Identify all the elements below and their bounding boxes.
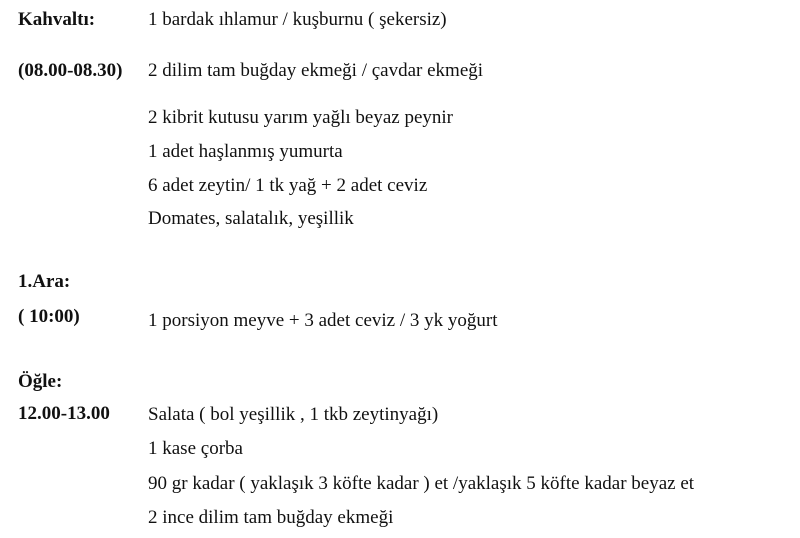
lunch-item: Salata ( bol yeşillik , 1 tkb zeytinyağı) <box>148 404 439 425</box>
breakfast-title: Kahvaltı: <box>18 9 96 30</box>
lunch-time: 12.00-13.00 <box>18 403 110 424</box>
lunch-item: 1 kase çorba <box>148 438 243 459</box>
lunch-item: 90 gr kadar ( yaklaşık 3 köfte kadar ) et /yaklaşık 5 köfte kadar beyaz et <box>148 473 695 494</box>
breakfast-item: 6 adet zeytin/ 1 tk yağ + 2 adet ceviz <box>148 175 428 196</box>
snack1-title: 1.Ara: <box>18 271 71 292</box>
lunch-title: Öğle: <box>18 371 63 392</box>
breakfast-item: 2 kibrit kutusu yarım yağlı beyaz peynir <box>148 107 453 128</box>
breakfast-item: 2 dilim tam buğday ekmeği / çavdar ekmeği <box>148 60 484 81</box>
breakfast-item: Domates, salatalık, yeşillik <box>148 208 354 229</box>
lunch-item: 2 ince dilim tam buğday ekmeği <box>148 507 394 528</box>
breakfast-time: (08.00-08.30) <box>18 60 123 81</box>
breakfast-item: 1 adet haşlanmış yumurta <box>148 141 343 162</box>
snack1-item: 1 porsiyon meyve + 3 adet ceviz / 3 yk yoğurt <box>148 310 498 331</box>
breakfast-item: 1 bardak ıhlamur / kuşburnu ( şekersiz) <box>148 9 447 30</box>
snack1-time: ( 10:00) <box>18 306 80 327</box>
